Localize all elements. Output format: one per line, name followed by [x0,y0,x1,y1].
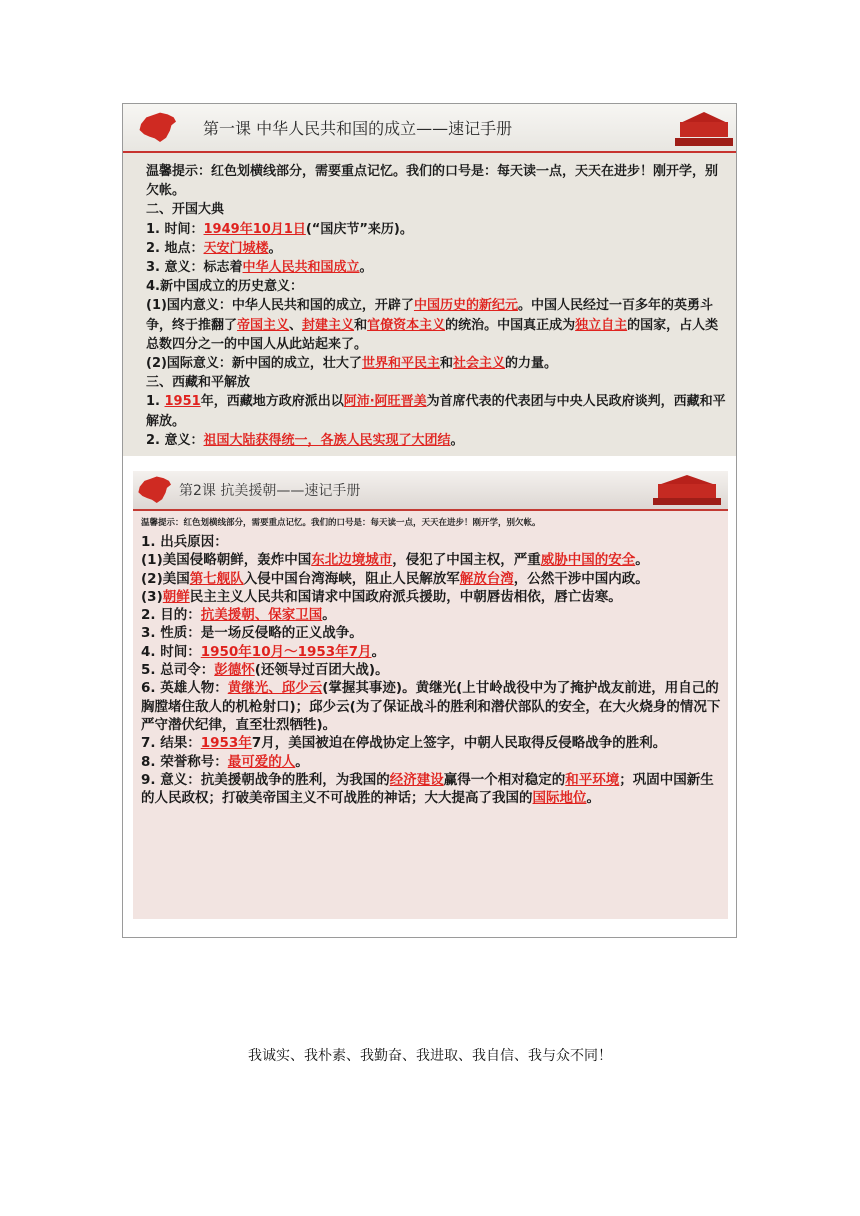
body-text: 和 [354,317,368,333]
section-heading: 三、西藏和平解放 [146,375,251,391]
list-item [141,734,723,752]
emphasis-text: 1951 [164,394,201,410]
body-text: 1. 时间： [146,221,204,237]
body-text: (3) [141,588,163,605]
list-item [141,606,723,624]
emphasis-text: 阿沛·阿旺晋美 [343,394,427,410]
body-text: 。 [586,790,600,807]
china-map-icon [138,112,176,142]
lesson2-card [133,471,728,919]
lesson1-title: 第一课 中华人民共和国的成立——速记手册 [203,119,513,138]
emphasis-text: 世界和平民主 [361,356,440,372]
lesson2-body [141,533,723,807]
body-text: 。 [322,607,336,624]
body-text: ，公然干涉中国内政。 [513,570,649,587]
emphasis-text: 经济建设 [389,771,444,788]
list-item [141,588,723,606]
body-text: 和 [439,356,453,372]
body-text: (1)国内意义：中华人民共和国的成立，开辟了 [146,298,414,314]
list-item [141,753,723,771]
emphasis-text: 帝国主义 [237,317,290,333]
emphasis-text: 朝鲜 [162,588,190,605]
emphasis-text: 1950年10月～1953年7月 [200,643,372,660]
emphasis-text: 1953年 [200,735,252,752]
body-text: 为首席代表的代表团与中央人民政府谈判，西藏和平解放。 [146,394,726,429]
list-item [141,661,723,679]
body-text: 年，西藏地方政府派出以 [200,394,344,410]
list-item [141,551,723,569]
tiananmen-gate-icon [675,112,733,146]
section-heading: 4.新中国成立的历史意义： [146,279,303,295]
list-item [141,679,723,734]
list-item [146,258,726,277]
emphasis-text: 黄继光、邱少云 [227,680,323,697]
section-heading: 1. 出兵原因： [141,534,228,550]
body-text: 9. 意义：抗美援朝战争的胜利，为我国的 [141,771,390,788]
emphasis-text: 和平环境 [565,771,620,788]
body-text: 。中国人民经过一百多年的英勇斗争，终于推翻了 [146,298,713,333]
body-text: 2. 意义： [146,432,204,448]
emphasis-text: 天安门城楼 [203,240,269,256]
body-text: 赢得一个相对稳定的 [443,771,566,788]
lesson2-title: 第2课 抗美援朝——速记手册 [179,483,361,499]
body-text: ；巩固中国新生的人民政权；打破美帝国主义不可战胜的神话；大大提高了我国的 [141,771,714,807]
body-text: (还领导过百团大战)。 [254,662,389,679]
tiananmen-gate-icon [653,475,721,505]
emphasis-text: 独立自主 [575,317,628,333]
list-item [146,296,726,354]
emphasis-text: 彭德怀 [214,662,255,679]
body-text: 的国家，占人类总数四分之一的中国人从此站起来了。 [146,317,719,352]
body-text: 。 [268,240,282,256]
lesson1-hint: 温馨提示：红色划横线部分，需要重点记忆。我们的口号是：每天读一点，天天在进步！刚开学，别欠帐。 [146,164,719,199]
lesson2-hint: 温馨提示：红色划横线部分，需要重点记忆。我们的口号是：每天读一点，天天在进步！刚开学，别欠帐。 [141,518,541,528]
lesson1-body [146,162,726,450]
emphasis-text: 解放台湾 [459,570,514,587]
list-item [146,392,726,430]
list-item [146,431,726,450]
body-text: 的统治。中国真正成为 [445,317,576,333]
body-text: 。 [359,260,373,276]
footer-motto: 我诚实、我朴素、我勤奋、我进取、我自信、我与众不同！ [248,1048,612,1064]
body-text: 。 [635,552,649,569]
body-text: 7. 结果： [141,735,201,752]
body-text: 1. [146,394,165,410]
list-item [146,239,726,258]
emphasis-text: 社会主义 [452,356,505,372]
china-map-icon [137,476,171,503]
emphasis-text: 中国历史的新纪元 [413,298,518,314]
body-text: 2. 地点： [146,240,204,256]
notes-frame [122,103,737,938]
body-text: (“国庆节”来历)。 [305,221,413,237]
body-text: 民主主义人民共和国请求中国政府派兵援助，中朝唇齿相依，唇亡齿寒。 [189,588,622,605]
body-text: (掌握其事迹)。黄继光(上甘岭战役中为了掩护战友前进，用自己的胸膛堵住敌人的机枪射口)；邱少云(为了保证战斗的胜利和潜伏部队的安全，在大火烧身的情况下严守潜伏纪律，直至壮烈牺牲)。 [141,680,721,733]
section-heading: 二、开国大典 [146,202,225,218]
body-text: 。 [371,643,386,660]
list-item [141,771,723,808]
list-item [141,643,723,661]
emphasis-text: 东北边境城市 [311,552,393,569]
list-item [146,354,726,373]
emphasis-text: 第七舰队 [189,570,244,587]
body-text: 5. 总司令： [141,662,215,679]
body-text: (2)美国 [141,570,190,587]
body-text: (1)美国侵略朝鲜，轰炸中国 [141,552,312,569]
body-text: 2. 目的： [141,607,201,624]
emphasis-text: 威胁中国的安全 [540,552,636,569]
body-text: 入侵中国台湾海峡，阻止人民解放军 [243,570,460,587]
body-text: (2)国际意义：新中国的成立，壮大了 [146,356,362,372]
body-text: 的力量。 [504,356,557,372]
emphasis-text: 官僚资本主义 [367,317,446,333]
emphasis-text: 中华人民共和国成立 [242,260,360,276]
emphasis-text: 抗美援朝、保家卫国 [200,607,323,624]
emphasis-text: 国际地位 [532,790,587,807]
body-text: 7月，美国被迫在停战协定上签字，中朝人民取得反侵略战争的胜利。 [251,735,667,752]
body-text: 8. 荣誉称号： [141,753,228,770]
emphasis-text: 封建主义 [302,317,355,333]
body-text: 。 [295,753,309,770]
body-text: 。 [450,432,464,448]
list-item [141,570,723,588]
list-item [146,220,726,239]
lesson1-header [123,104,736,153]
lesson2-header [133,471,728,511]
body-text: 、 [289,317,303,333]
emphasis-text: 最可爱的人 [227,753,296,770]
emphasis-text: 祖国大陆获得统一，各族人民实现了大团结 [203,432,451,448]
body-text: 3. 意义：标志着 [146,260,243,276]
body-text: 4. 时间： [141,643,201,660]
body-text: ，侵犯了中国主权，严重 [392,552,541,569]
list-item: 3. 性质：是一场反侵略的正义战争。 [141,625,363,642]
body-text: 6. 英雄人物： [141,680,228,697]
emphasis-text: 1949年10月1日 [203,221,306,237]
lesson1-card [123,104,736,456]
